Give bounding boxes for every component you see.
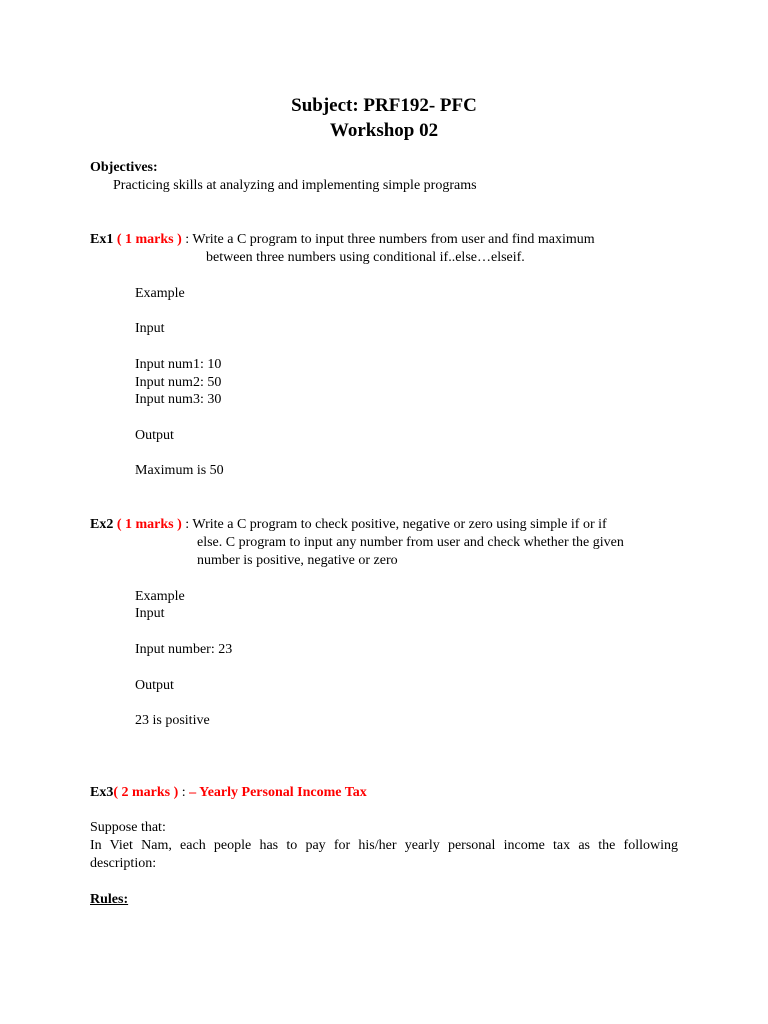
ex3-rules-heading: Rules:: [90, 892, 129, 907]
ex2-desc-line1: Write a C program to check positive, negative or zero using simple if or if: [192, 517, 607, 532]
ex2-marks: ( 1 marks ): [116, 517, 182, 532]
ex1-input-num1: Input num1: 10: [135, 357, 222, 372]
ex2-output-heading: Output: [135, 678, 174, 693]
ex2-sep: :: [181, 517, 193, 532]
ex3-desc-line1: In Viet Nam, each people has to pay for his/her yearly personal income tax as the following: [90, 838, 678, 853]
ex1-desc-line1: Write a C program to input three numbers from user and find maximum: [192, 232, 595, 247]
objectives-text: Practicing skills at analyzing and implementing simple programs: [113, 178, 477, 193]
ex3-sep: :: [178, 785, 190, 800]
ex3-label: Ex3: [90, 785, 114, 800]
ex2-input: Input number: 23: [135, 642, 233, 657]
ex2-output: 23 is positive: [135, 713, 210, 728]
ex3-heading: [90, 784, 367, 802]
ex1-sep: :: [181, 232, 193, 247]
ex1-input-heading: Input: [135, 321, 165, 336]
ex1-output-heading: Output: [135, 428, 174, 443]
ex1-desc-line2: between three numbers using conditional if..else…elseif.: [206, 250, 525, 265]
ex1-output: Maximum is 50: [135, 463, 224, 478]
ex3-marks: ( 2 marks ): [113, 785, 179, 800]
ex1-line1: [90, 231, 595, 249]
ex1-label: Ex1: [90, 232, 114, 247]
ex3-suppose: Suppose that:: [90, 820, 166, 835]
ex2-desc-line2: else. C program to input any number from user and check whether the given: [197, 535, 624, 550]
ex2-example: Example: [135, 589, 185, 604]
ex1-input-num2: Input num2: 50: [135, 375, 222, 390]
ex2-label: Ex2: [90, 517, 114, 532]
objectives-heading: Objectives:: [90, 160, 158, 175]
ex1-marks: ( 1 marks ): [116, 232, 182, 247]
ex2-desc-line3: number is positive, negative or zero: [197, 553, 398, 568]
ex1-example: Example: [135, 286, 185, 301]
ex3-title: – Yearly Personal Income Tax: [189, 785, 367, 800]
ex1-input-num3: Input num3: 30: [135, 392, 222, 407]
ex3-desc-line2: description:: [90, 856, 157, 871]
ex2-input-heading: Input: [135, 606, 165, 621]
ex2-line1: [90, 516, 607, 534]
subject-title: Subject: PRF192- PFC: [291, 95, 477, 116]
workshop-title: Workshop 02: [329, 120, 439, 141]
